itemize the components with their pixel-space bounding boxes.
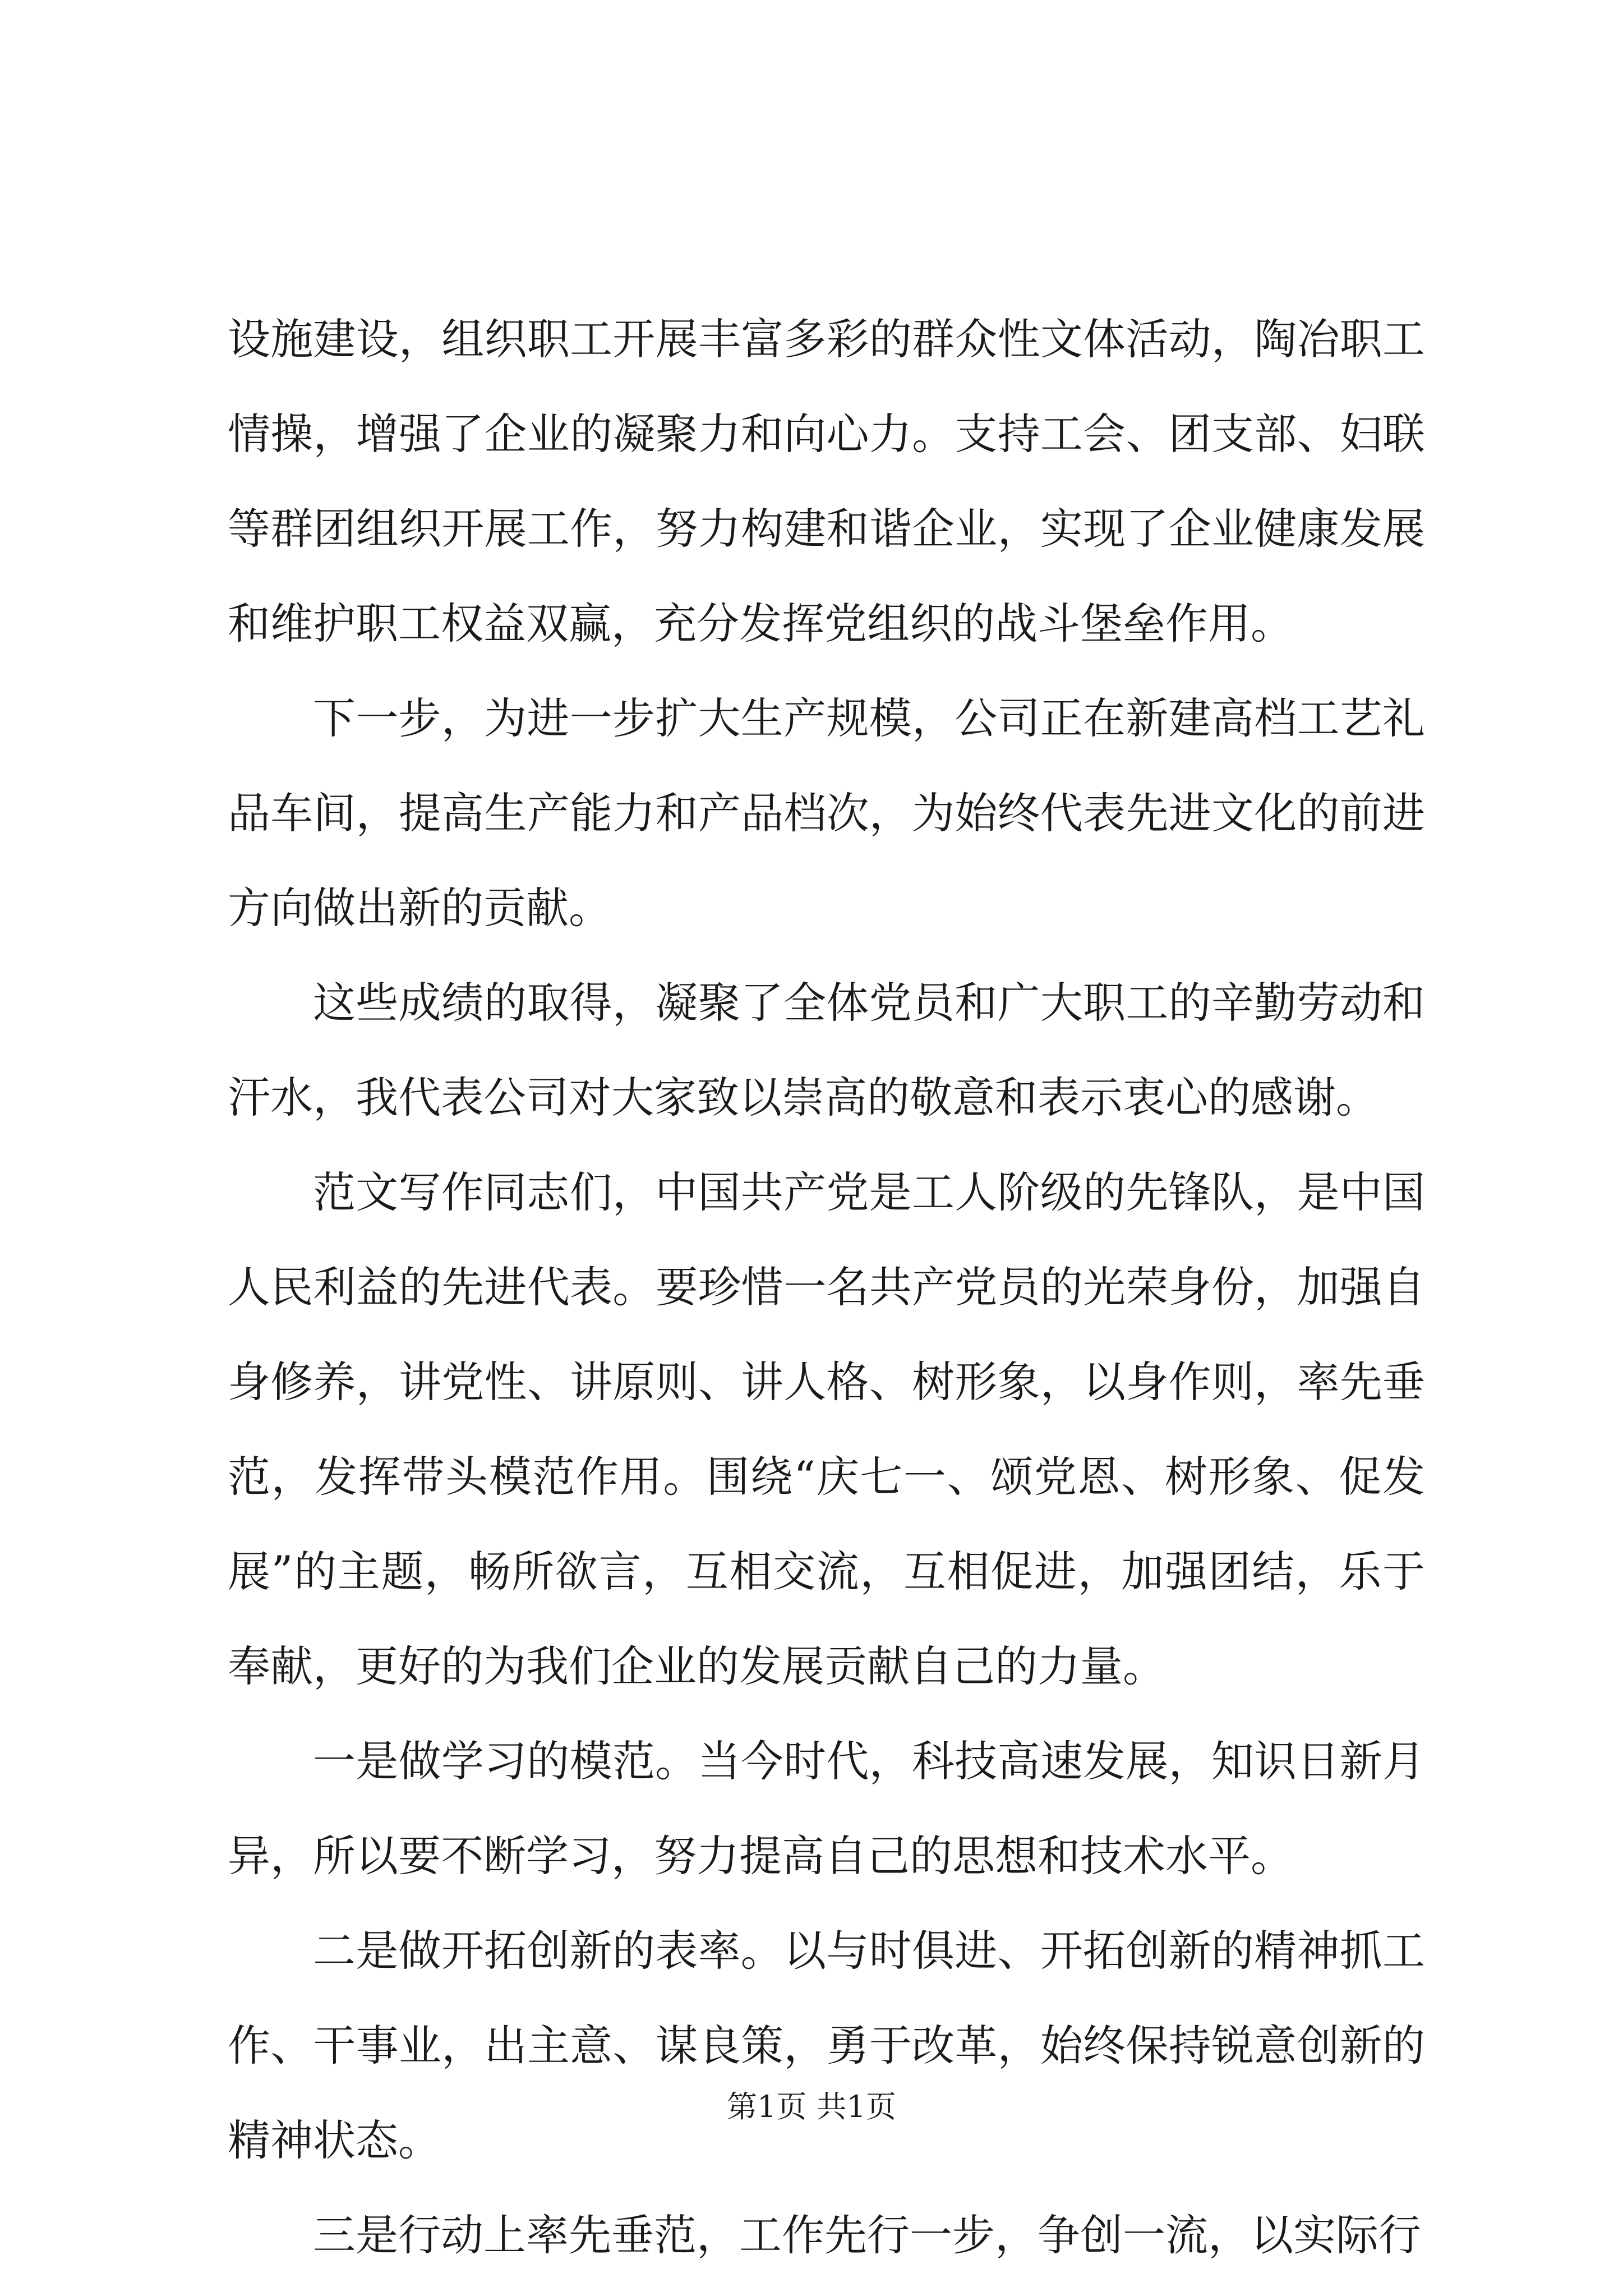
page-footer: 第1页 共1页 [727, 2089, 896, 2124]
paragraph-2: 下一步，为进一步扩大生产规模，公司正在新建高档工艺礼品车间，提高生产能力和产品档次，为始终代表先进文化的前进方向做出新的贡献。 [228, 693, 1425, 933]
paragraph-4: 范文写作同志们，中国共产党是工人阶级的先锋队，是中国人民利益的先进代表。要珍惜一名共产党员的光荣身份，加强自身修养，讲党性、讲原则、讲人格、树形象，以身作则，率先垂范，发挥带头模范作用。围绕“庆七一、颂党恩、树形象、促发展”的主题，畅所欲言，互相交流，互相促进，加强团结，乐于奉献，更好的为我们企业的发展贡献自己的力量。 [228, 1167, 1425, 1691]
paragraph-6: 二是做开拓创新的表率。以与时俱进、开拓创新的精神抓工作、干事业，出主意、谋良策，勇于改革，始终保持锐意创新的精神状态。 [228, 1926, 1425, 2165]
paragraph-5: 一是做学习的模范。当今时代，科技高速发展，知识日新月异，所以要不断学习，努力提高自己的思想和技术水平。 [228, 1736, 1425, 1881]
paragraph-1: 设施建设，组织职工开展丰富多彩的群众性文体活动，陶冶职工情操，增强了企业的凝聚力和向心力。支持工会、团支部、妇联等群团组织开展工作，努力构建和谐企业，实现了企业健康发展和维护职工权益双赢，充分发挥党组织的战斗堡垒作用。 [228, 314, 1425, 648]
document-body [228, 292, 1425, 2283]
paragraph-7: 三是行动上率先垂范，工作先行一步，争创一流，以实际行 [313, 2210, 1421, 2260]
paragraph-3: 这些成绩的取得，凝聚了全体党员和广大职工的辛勤劳动和汗水，我代表公司对大家致以崇高的敬意和表示衷心的感谢。 [228, 978, 1425, 1122]
